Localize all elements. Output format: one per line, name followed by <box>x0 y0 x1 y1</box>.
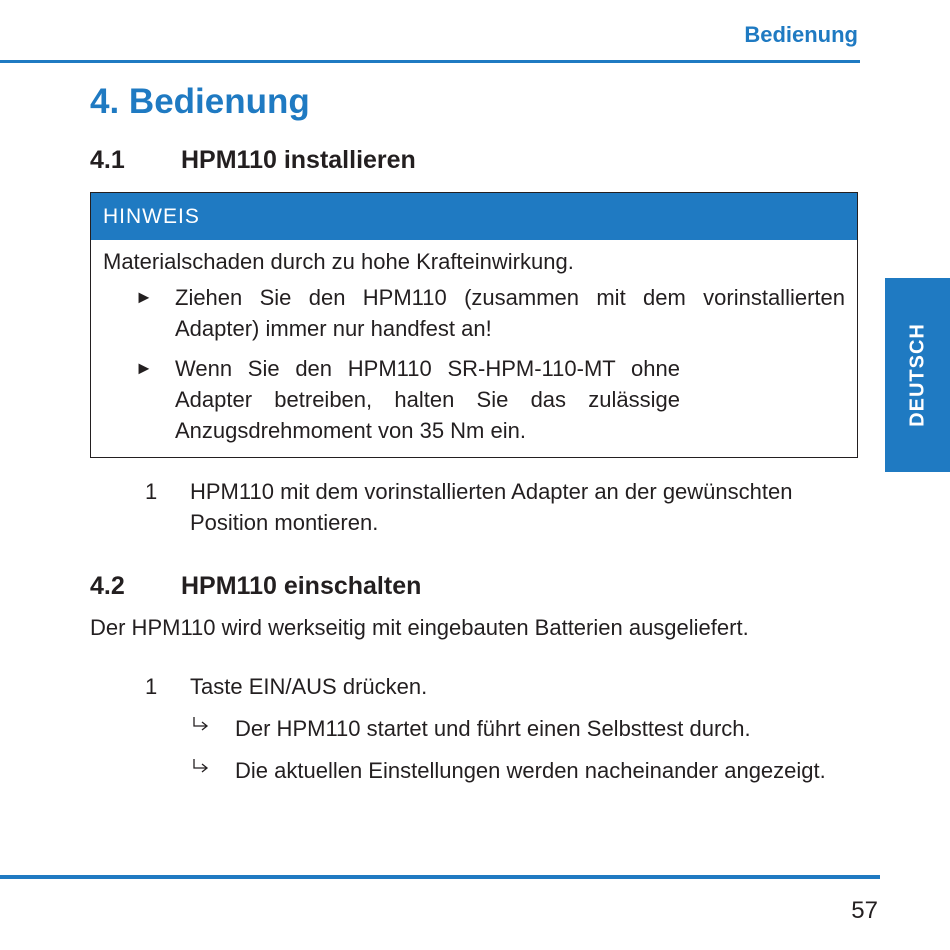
result-item <box>190 755 858 786</box>
running-header: Bedienung <box>744 22 858 47</box>
section-number: 4.2 <box>90 572 125 600</box>
step-text: HPM110 mit dem vorinstallierten Adapter an der gewünschten Position montieren. <box>190 479 793 535</box>
section-intro: Der HPM110 wird werkseitig mit eingebauten Batterien ausgeliefert. <box>90 615 749 640</box>
section-number: 4.1 <box>90 146 125 174</box>
section-title: HPM110 installieren <box>181 146 416 174</box>
triangle-right-icon: ► <box>135 358 153 378</box>
notice-intro: Materialschaden durch zu hohe Krafteinwirkung. <box>103 249 574 274</box>
notice-box <box>90 192 858 458</box>
notice-item-text: Wenn Sie den HPM110 SR-HPM-110-MT ohne Adapter betreiben, halten Sie das zulässige Anzugsdrehmoment von 35 Nm ein. <box>175 356 680 443</box>
notice-item <box>103 353 680 446</box>
step-text: Taste EIN/AUS drücken. <box>190 674 428 699</box>
result-arrow-icon <box>190 757 212 779</box>
step-number: 1 <box>145 674 158 699</box>
step-item <box>145 476 858 538</box>
step-number: 1 <box>145 479 158 504</box>
triangle-right-icon: ► <box>135 287 153 307</box>
notice-item-text: Ziehen Sie den HPM110 (zusammen mit dem vorinstallierten Adapter) immer nur handfest an! <box>175 285 845 341</box>
language-tab-label: DEUTSCH <box>906 323 928 427</box>
page-number: 57 <box>851 897 878 924</box>
result-arrow-icon <box>190 715 212 737</box>
section-title: HPM110 einschalten <box>181 572 422 600</box>
header-rule <box>0 60 860 63</box>
section-heading-4-1 <box>90 146 416 175</box>
result-text: Die aktuellen Einstellungen werden nacheinander angezeigt. <box>235 758 826 783</box>
result-item <box>190 713 858 744</box>
chapter-title: 4. Bedienung <box>90 82 310 121</box>
language-tab <box>885 278 950 472</box>
notice-label: HINWEIS <box>91 193 857 240</box>
notice-item <box>103 282 845 344</box>
step-item <box>145 671 858 702</box>
footer-rule <box>0 875 880 879</box>
notice-body <box>91 240 857 457</box>
result-text: Der HPM110 startet und führt einen Selbsttest durch. <box>235 716 751 741</box>
section-heading-4-2 <box>90 572 421 601</box>
